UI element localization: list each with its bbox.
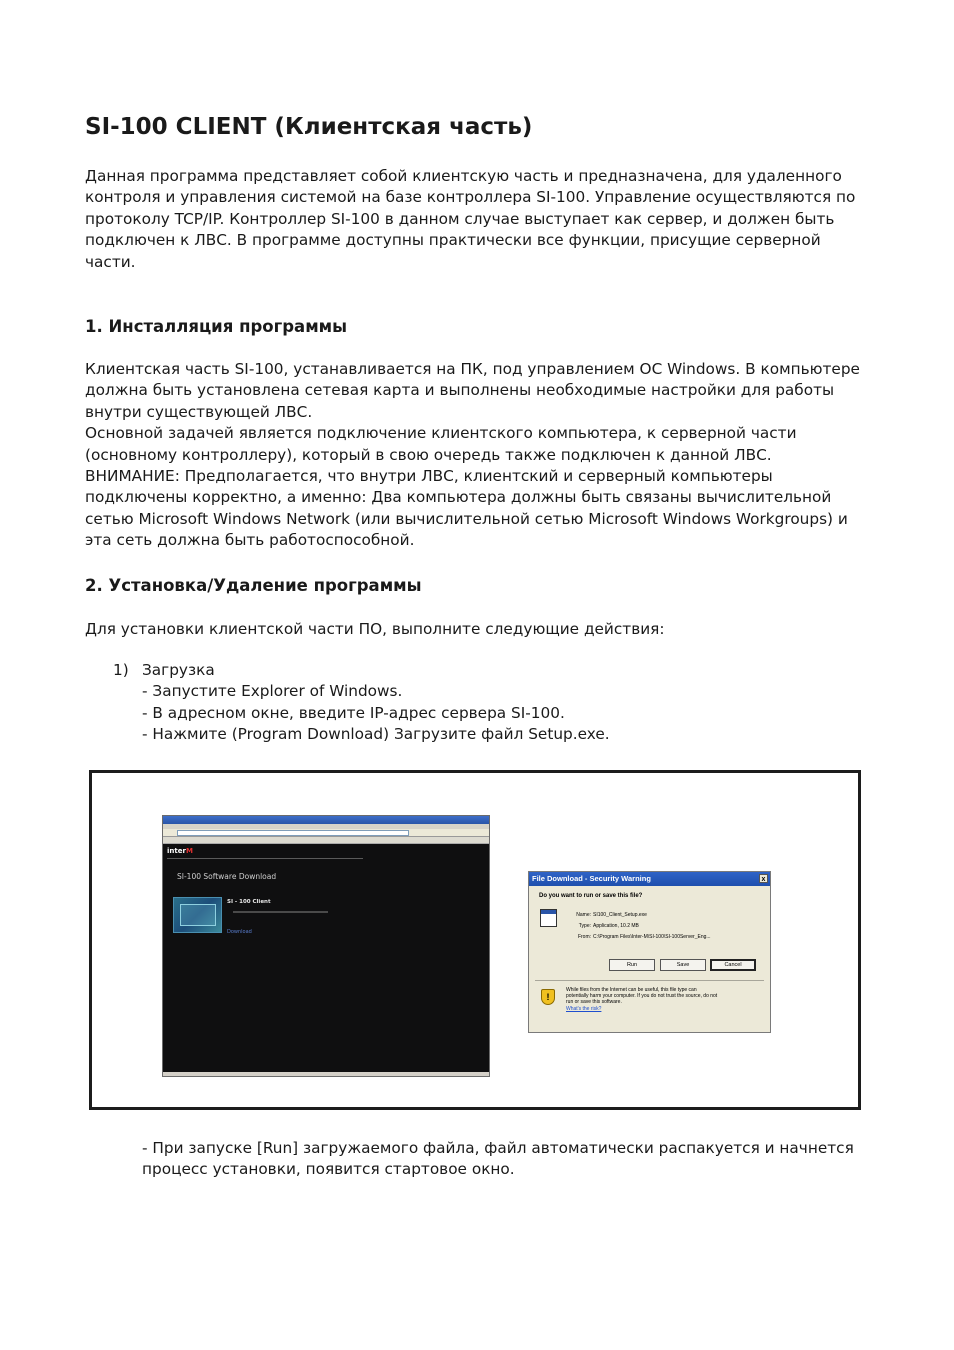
- file-name: SI100_Client_Setup.exe: [593, 912, 647, 918]
- dialog-titlebar: [529, 872, 770, 886]
- logo-prefix: inter: [167, 847, 186, 855]
- screenshot-frame: [89, 770, 861, 1110]
- section-1-line: эта сеть должна быть работоспособной.: [85, 531, 415, 550]
- download-link: Download: [227, 929, 252, 935]
- dialog-separator: [535, 980, 764, 981]
- section-1-line: Основной задачей является подключение клиентского компьютера, к серверной части: [85, 424, 797, 443]
- warning-line: While files from the Internet can be useful, this file type can: [566, 987, 697, 993]
- section-2-heading: 2. Установка/Удаление программы: [85, 576, 422, 595]
- file-name-row: [569, 912, 647, 918]
- warning-line: potentially harm your computer. If you do not trust the source, do not: [566, 993, 718, 1000]
- step-item: - Нажмите (Program Download) Загрузите файл Setup.exe.: [142, 725, 610, 744]
- intro-line: контроля и управления системой на базе контроллера SI-100. Управление осуществляются по: [85, 188, 856, 207]
- file-type-row: [569, 923, 639, 929]
- application-file-icon: [540, 909, 557, 927]
- browser-address-bar: [163, 829, 489, 837]
- dialog-question: Do you want to run or save this file?: [539, 893, 643, 899]
- step-label: Загрузка: [142, 661, 215, 679]
- intro-paragraph: [85, 166, 855, 273]
- intro-line: Данная программа представляет собой клиентскую часть и предназначена, для удаленного: [85, 167, 842, 185]
- after-line: процесс установки, появится стартовое окно.: [142, 1160, 515, 1179]
- section-1-text: [85, 359, 860, 552]
- warning-line-3: [566, 999, 764, 1011]
- file-source: C:\Program Files\Inter-M\SI-100\SI-100Server_Eng...: [593, 934, 711, 940]
- header-divider: [167, 858, 363, 859]
- section-1-line: (основному контроллеру), который в свою очередь также подключен к данной ЛВС.: [85, 445, 772, 464]
- client-item-description: [233, 911, 328, 913]
- warning-shield-icon: !: [541, 989, 555, 1005]
- step-item: - В адресном окне, введите IP-адрес сервера SI-100.: [142, 703, 565, 722]
- download-page-heading: SI-100 Software Download: [177, 872, 277, 881]
- section-1-line: ВНИМАНИЕ: Предполагается, что внутри ЛВС, клиентский и серверный компьютеры: [85, 467, 773, 486]
- security-warning-dialog-screenshot: [528, 871, 771, 1033]
- dialog-title: File Download - Security Warning: [532, 874, 651, 883]
- after-line: - При запуске [Run] загружаемого файла, файл автоматически распакуется и начнется: [142, 1139, 854, 1157]
- logo-suffix: M: [185, 847, 193, 855]
- section-1-line: сетью Microsoft Windows Network (или вычислительной сетью Microsoft Windows Workgroups) и: [85, 509, 848, 528]
- close-icon: x: [759, 874, 768, 883]
- from-label: From:: [577, 934, 591, 940]
- file-type: Application, 10.2 MB: [593, 923, 639, 929]
- after-screenshot-text: [142, 1138, 854, 1181]
- name-label: Name:: [576, 912, 591, 918]
- inter-m-logo: [167, 847, 193, 855]
- section-1-line: внутри существующей ЛВС.: [85, 402, 313, 421]
- section-1-line: должна быть установлена сетевая карта и выполнены необходимые настройки для работы: [85, 381, 835, 400]
- browser-titlebar: [163, 816, 489, 824]
- browser-tab-bar: [163, 837, 489, 844]
- intro-line: протоколу TCP/IP. Контроллер SI-100 в данном случае выступает как сервер, и должен быть: [85, 209, 835, 228]
- warning-line-text: run or save this software.: [566, 999, 622, 1006]
- section-1-line: подключены корректно, а именно: Два компьютера должны быть связаны вычислительной: [85, 488, 832, 507]
- type-label: Type:: [578, 923, 591, 929]
- run-button: Run: [609, 959, 655, 971]
- security-warning-text: [566, 987, 764, 1012]
- page-title: SI-100 CLIENT (Клиентская часть): [85, 114, 533, 140]
- client-item-title: SI - 100 Client: [227, 899, 271, 905]
- save-button: Save: [660, 959, 706, 971]
- browser-window-screenshot: [162, 815, 490, 1077]
- step-item: - Запустите Explorer of Windows.: [142, 682, 403, 701]
- intro-line: подключен к ЛВС. В программе доступны практически все функции, присущие серверной: [85, 231, 821, 250]
- section-1-heading: 1. Инсталляция программы: [85, 317, 348, 336]
- section-1-line: Клиентская часть SI-100, устанавливается на ПК, под управлением ОС Windows. В компьютере: [85, 360, 860, 378]
- step-number: 1): [113, 661, 129, 679]
- cancel-button: Cancel: [710, 959, 756, 971]
- browser-statusbar: [163, 1072, 489, 1076]
- address-field: [177, 830, 409, 836]
- section-2-intro-line: Для установки клиентской части ПО, выполните следующие действия:: [85, 620, 665, 638]
- intro-line: части.: [85, 252, 136, 271]
- risk-link: What's the risk?: [566, 1005, 602, 1012]
- file-from-row: [569, 934, 711, 940]
- client-thumbnail-image: [173, 897, 222, 933]
- section-2-intro: [85, 619, 665, 640]
